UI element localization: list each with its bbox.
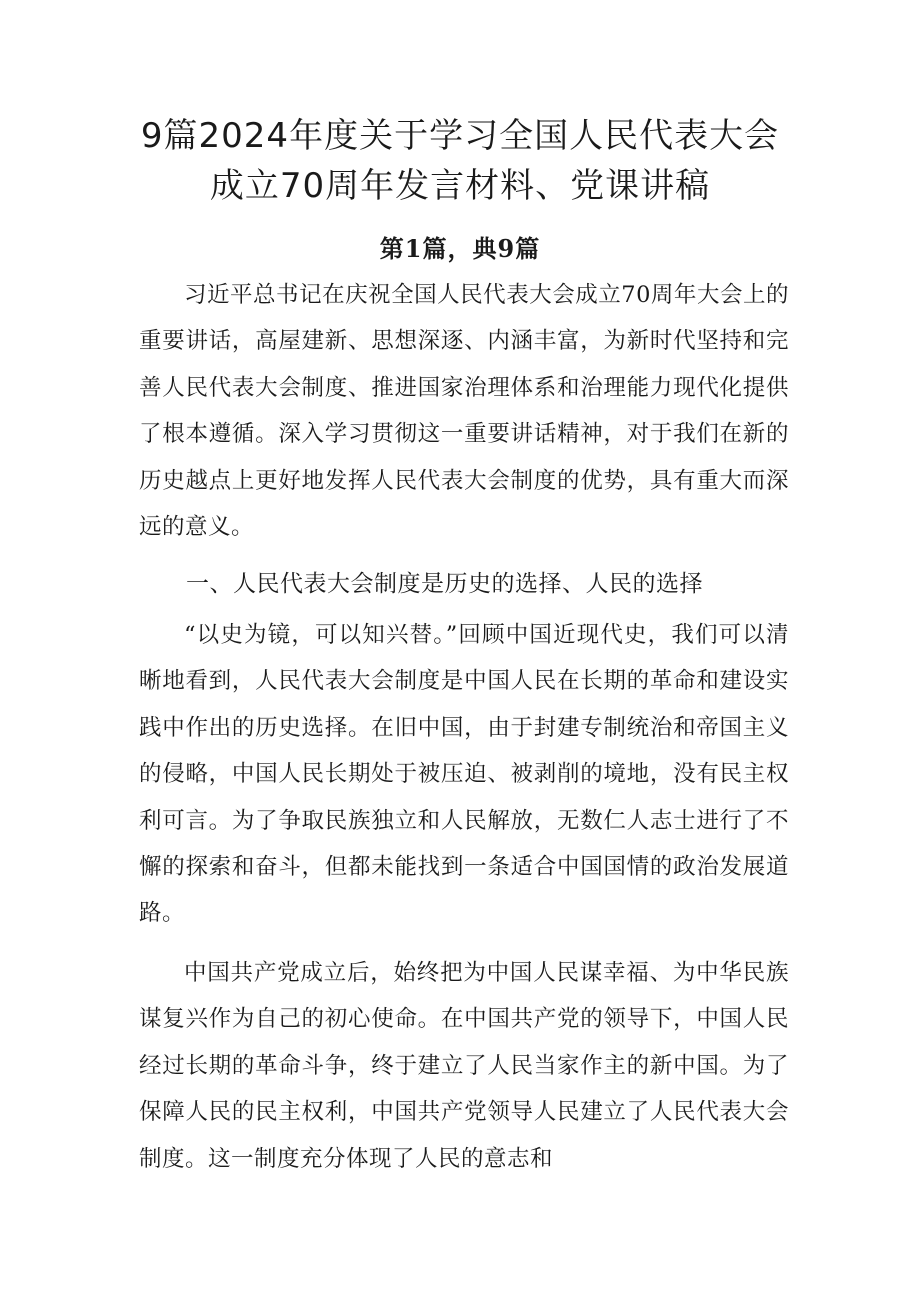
section-heading: 一、人民代表大会制度是历史的选择、人民的选择 bbox=[186, 571, 703, 597]
paragraph-history: “以史为镜，可以知兴替。”回顾中国近现代史，我们可以清晰地看到，人民代表大会制度是中国人民在长期的革命和建设实践中作出的历史选择。在旧中国，由于封建专制统治和帝国主义的侵略，中国人民长期处于被压迫、被剥削的境地，没有民主权利可言。为了争取民族独立和人民解放，无数仁人志士进行了不懈的探索和奋斗，但都未能找到一条适合中国国情的政治发展道路。 bbox=[139, 622, 789, 927]
document-subtitle: 第1篇，典9篇 bbox=[379, 234, 541, 263]
paragraph-party: 中国共产党成立后，始终把为中国人民谋幸福、为中华民族谋复兴作为自己的初心使命。在中国共产党的领导下，中国人民经过长期的革命斗争，终于建立了人民当家作主的新中国。为了保障人民的民主权利，中国共产党领导人民建立了人民代表大会制度。这一制度充分体现了人民的意志和 bbox=[139, 960, 789, 1172]
paragraph-intro: 习近平总书记在庆祝全国人民代表大会成立70周年大会上的重要讲话，高屋建新、思想深逐、内涵丰富，为新时代坚持和完善人民代表大会制度、推进国家治理体系和治理能力现代化提供了根本遵循。深入学习贯彻这一重要讲话精神，对于我们在新的历史越点上更好地发挥人民代表大会制度的优势，具有重大而深远的意义。 bbox=[139, 282, 789, 541]
document-title-line-1: 9篇2024年度关于学习全国人民代表大会 bbox=[140, 116, 780, 156]
document-title-line-2: 成立70周年发言材料、党课讲稿 bbox=[209, 166, 711, 206]
